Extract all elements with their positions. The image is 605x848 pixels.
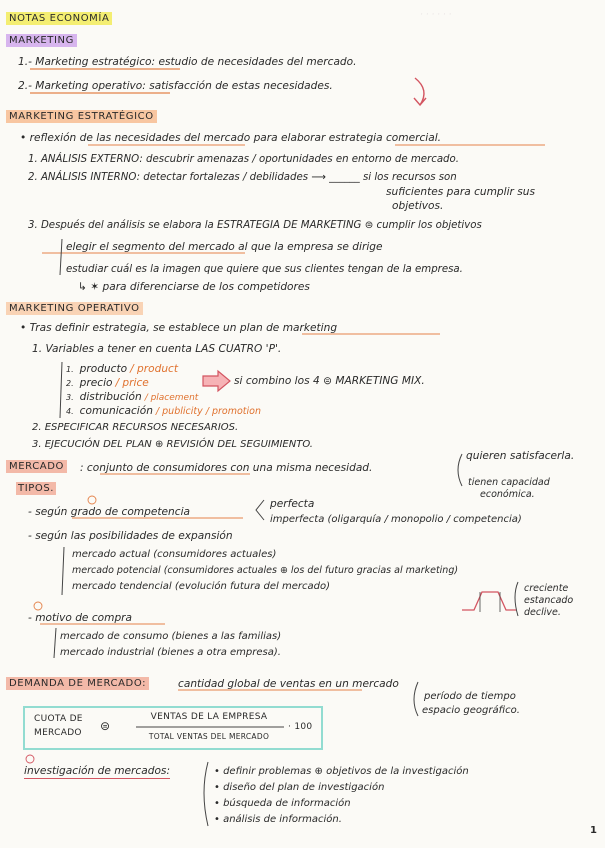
cuota-numerator: VENTAS DE LA EMPRESA	[150, 712, 268, 722]
trend-curve	[462, 592, 516, 610]
marketing-item-1: 1.- Marketing estratégico: estudio de necesidades del mercado.	[18, 56, 357, 68]
marketing-mix: si combino los 4 ⊜ MARKETING MIX.	[234, 375, 425, 387]
cuota-denominator: TOTAL VENTAS DEL MERCADO	[148, 732, 270, 741]
p-item-comunicacion	[66, 405, 261, 418]
investigacion-item: • diseño del plan de investigación	[214, 782, 385, 793]
demanda-periodo: período de tiempo	[424, 691, 516, 702]
curved-arrow	[414, 78, 426, 105]
analisis-externo: 1. ANÁLISIS EXTERNO: descubrir amenazas / oportunidades en entorno de mercado.	[28, 154, 459, 165]
p-item-english: / product	[130, 363, 179, 375]
cuota-label-1: CUOTA DE	[34, 714, 83, 724]
annotation-circle	[88, 496, 96, 504]
p-item-english: / placement	[144, 393, 199, 403]
mercado-potencial: mercado potencial (consumidores actuales ⊕ los del futuro gracias al marketing)	[72, 565, 459, 576]
investigacion-heading: investigación de mercados:	[24, 765, 171, 777]
p-item-label: distribución	[79, 391, 142, 403]
investigacion-item: • análisis de información.	[214, 814, 342, 825]
p-item-number: 1.	[66, 365, 74, 374]
annotation-circle	[34, 602, 42, 610]
p-item-english: / publicity / promotion	[155, 406, 261, 417]
estrategia-paso-3: 3. Después del análisis se elabora la ESTRATEGIA DE MARKETING ⊜ cumplir los objetivos	[28, 220, 482, 231]
red-arrow-icon	[203, 371, 230, 391]
operativo-intro: • Tras definir estrategia, se establece un plan de marketing	[20, 322, 338, 334]
bracket	[54, 628, 56, 658]
p-item-number: 2.	[66, 379, 74, 388]
mercado-definicion: : conjunto de consumidores con una misma necesidad.	[80, 462, 373, 474]
estrategia-diferenciarse: ↳ ✶ para diferenciarse de los competidores	[78, 281, 310, 293]
cuota-equals: ⊜	[100, 719, 111, 733]
estrategia-segmento: elegir el segmento del mercado al que la empresa se dirige	[66, 241, 383, 253]
brace	[515, 582, 518, 616]
p-item-precio	[66, 377, 149, 390]
demanda-definicion: cantidad global de ventas en un mercado	[178, 678, 399, 690]
marketing-item-2: 2.- Marketing operativo: satisfacción de estas necesidades.	[18, 80, 333, 92]
section-heading-operativo: MARKETING OPERATIVO	[6, 302, 143, 315]
trend-creciente: creciente	[524, 583, 569, 594]
p-item-distribucion	[66, 391, 198, 405]
mercado-industrial: mercado industrial (bienes a otra empresa).	[60, 647, 281, 658]
estrategia-imagen: estudiar cuál es la imagen que quiere que sus clientes tengan de la empresa.	[66, 264, 463, 275]
cuota-factor: · 100	[288, 722, 313, 732]
analisis-interno-cont-1: suficientes para cumplir sus	[386, 186, 536, 198]
operativo-variables: 1. Variables a tener en cuenta LAS CUATRO 'P'.	[32, 343, 282, 355]
trend-estancado: estancado	[524, 595, 574, 606]
tipo-expansion: - según las posibilidades de expansión	[28, 530, 233, 542]
p-item-label: precio	[79, 377, 113, 389]
analisis-interno: 2. ANÁLISIS INTERNO: detectar fortalezas / debilidades ⟶ ______ si los recursos son	[28, 172, 457, 183]
investigacion-item: • definir problemas ⊕ objetivos de la investigación	[214, 766, 469, 777]
page-title: NOTAS ECONOMÍA	[6, 12, 112, 25]
brace	[256, 500, 264, 520]
p-item-label: comunicación	[79, 405, 153, 417]
p-item-label: producto	[79, 363, 128, 375]
bracket	[60, 239, 62, 275]
demanda-espacio: espacio geográfico.	[422, 705, 520, 716]
section-heading-estrategico: MARKETING ESTRATÉGICO	[6, 110, 157, 123]
bracket	[62, 547, 64, 595]
tipo-motivo: - motivo de compra	[28, 612, 133, 624]
section-heading-marketing: MARKETING	[6, 34, 77, 47]
tipos-heading: TIPOS.	[18, 483, 55, 494]
section-heading-demanda: DEMANDA DE MERCADO:	[6, 677, 149, 690]
bracket	[60, 362, 62, 418]
mercado-brace-bottom-1: tienen capacidad	[468, 477, 550, 488]
mercado-brace-top: quieren satisfacerla.	[466, 450, 575, 462]
brace	[204, 762, 208, 826]
brace	[458, 454, 462, 486]
competencia-imperfecta: imperfecta (oligarquía / monopolio / competencia)	[270, 514, 522, 525]
trend-declive: declive.	[524, 607, 561, 618]
section-heading-mercado: MERCADO	[6, 460, 67, 473]
brace	[414, 682, 418, 716]
investigacion-item: • búsqueda de información	[214, 798, 351, 809]
mercado-brace-bottom-2: económica.	[480, 489, 535, 500]
bleed-through: · · · · · ·	[420, 10, 452, 20]
p-item-english: / price	[115, 377, 149, 389]
mercado-actual: mercado actual (consumidores actuales)	[72, 549, 277, 560]
p-item-number: 4.	[66, 407, 74, 416]
p-item-number: 3.	[66, 393, 74, 402]
annotation-circle	[26, 755, 34, 763]
operativo-ejecucion: 3. EJECUCIÓN DEL PLAN ⊕ REVISIÓN DEL SEGUIMIENTO.	[32, 439, 313, 450]
competencia-perfecta: perfecta	[270, 498, 315, 510]
p-item-producto	[66, 363, 178, 376]
mercado-consumo: mercado de consumo (bienes a las familias)	[60, 631, 282, 642]
mercado-tendencial: mercado tendencial (evolución futura del mercado)	[72, 581, 330, 592]
page-number: 1	[590, 825, 597, 836]
tipo-competencia: - según grado de competencia	[28, 506, 191, 518]
analisis-interno-cont-2: objetivos.	[392, 200, 444, 212]
estrategico-intro: • reflexión de las necesidades del mercado para elaborar estrategia comercial.	[20, 132, 442, 144]
operativo-recursos: 2. ESPECIFICAR RECURSOS NECESARIOS.	[32, 422, 239, 433]
cuota-label-2: MERCADO	[34, 728, 82, 738]
